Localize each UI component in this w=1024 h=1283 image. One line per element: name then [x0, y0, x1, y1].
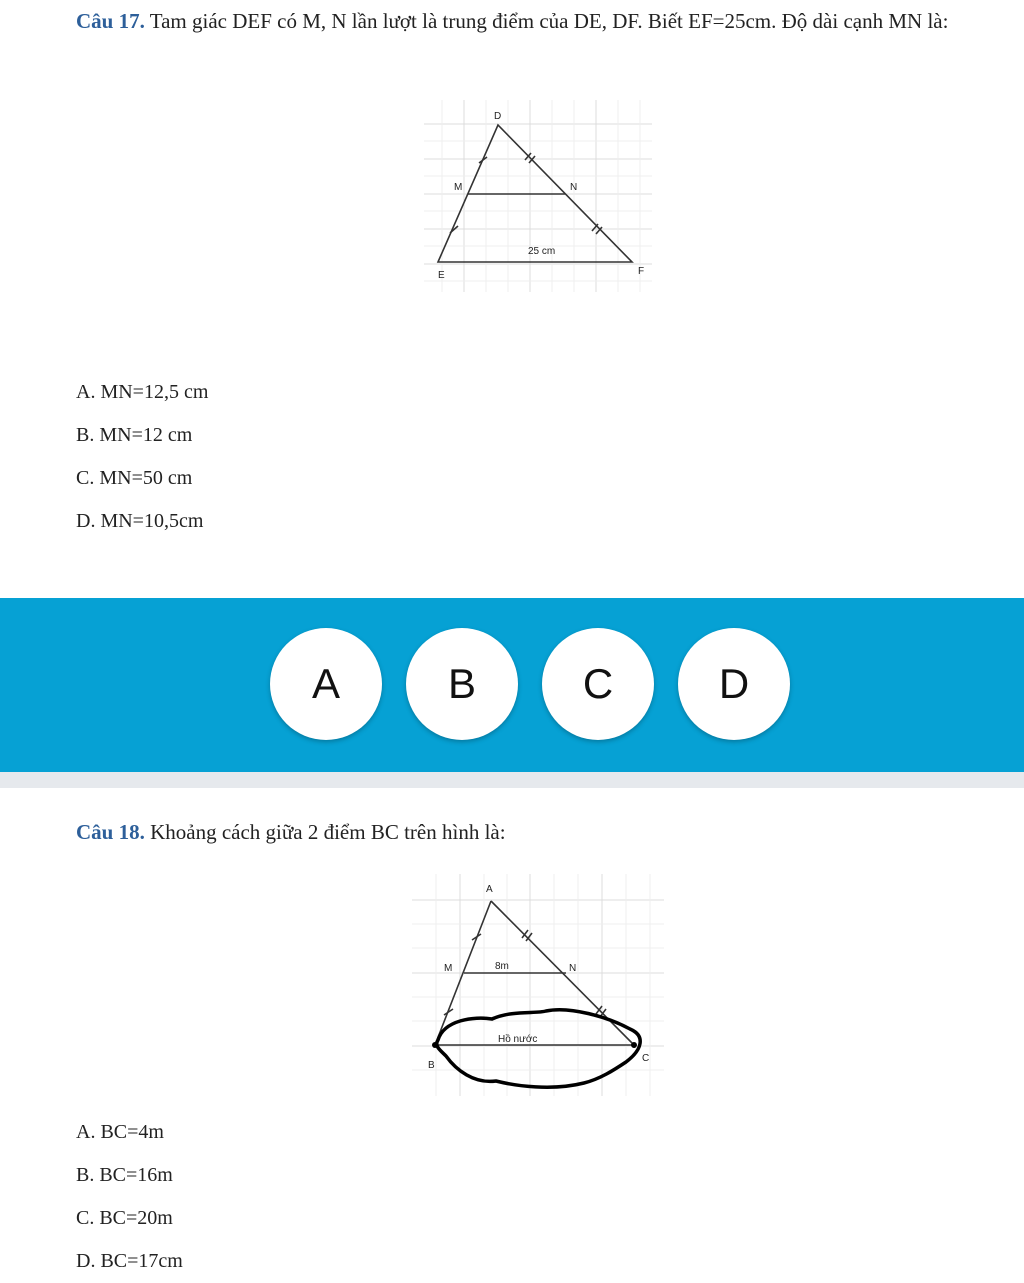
- length-ef-label: 25 cm: [528, 246, 556, 257]
- lake-triangle-figure: [412, 874, 664, 1096]
- question-17-option-b[interactable]: B. MN=12 cm: [76, 424, 193, 446]
- question-17-options: [76, 371, 208, 543]
- question-18-options: [76, 1111, 183, 1283]
- question-18-option-c[interactable]: C. BC=20m: [76, 1207, 173, 1229]
- triangle-def-figure: [424, 100, 652, 292]
- question-17-option-c[interactable]: C. MN=50 cm: [76, 467, 193, 489]
- question-18-option-d[interactable]: D. BC=17cm: [76, 1250, 183, 1272]
- question-17-number: Câu 17.: [76, 9, 145, 33]
- answer-button-d[interactable]: D: [678, 628, 790, 740]
- lake-label: Hồ nước: [498, 1034, 538, 1045]
- question-18-text: [76, 817, 996, 847]
- vertex-c-label: C: [642, 1053, 650, 1064]
- question-17-text: [76, 6, 996, 36]
- length-mn-label: 8m: [495, 961, 509, 972]
- vertex-f-label: F: [638, 266, 645, 277]
- point-n-label: N: [570, 182, 578, 193]
- question-17-option-a[interactable]: A. MN=12,5 cm: [76, 381, 209, 403]
- question-18-option-b[interactable]: B. BC=16m: [76, 1164, 173, 1186]
- vertex-b-label: B: [428, 1060, 435, 1071]
- vertex-a-label: A: [486, 884, 493, 895]
- point-n-label-2: N: [569, 963, 577, 974]
- answer-button-c[interactable]: C: [542, 628, 654, 740]
- question-18-option-a[interactable]: A. BC=4m: [76, 1121, 164, 1143]
- question-17-body: Tam giác DEF có M, N lần lượt là trung điểm của DE, DF. Biết EF=25cm. Độ dài cạnh MN là:: [144, 9, 949, 33]
- answer-bar-shadow: [0, 772, 1024, 788]
- answer-button-b[interactable]: B: [406, 628, 518, 740]
- point-m-label: M: [454, 182, 463, 193]
- vertex-e-label: E: [438, 270, 445, 281]
- answer-button-a[interactable]: A: [270, 628, 382, 740]
- question-17-option-d[interactable]: D. MN=10,5cm: [76, 510, 204, 532]
- point-m-label-2: M: [444, 963, 453, 974]
- question-18-number: Câu 18.: [76, 820, 145, 844]
- vertex-d-label: D: [494, 111, 502, 122]
- question-18-body: Khoảng cách giữa 2 điểm BC trên hình là:: [144, 820, 506, 844]
